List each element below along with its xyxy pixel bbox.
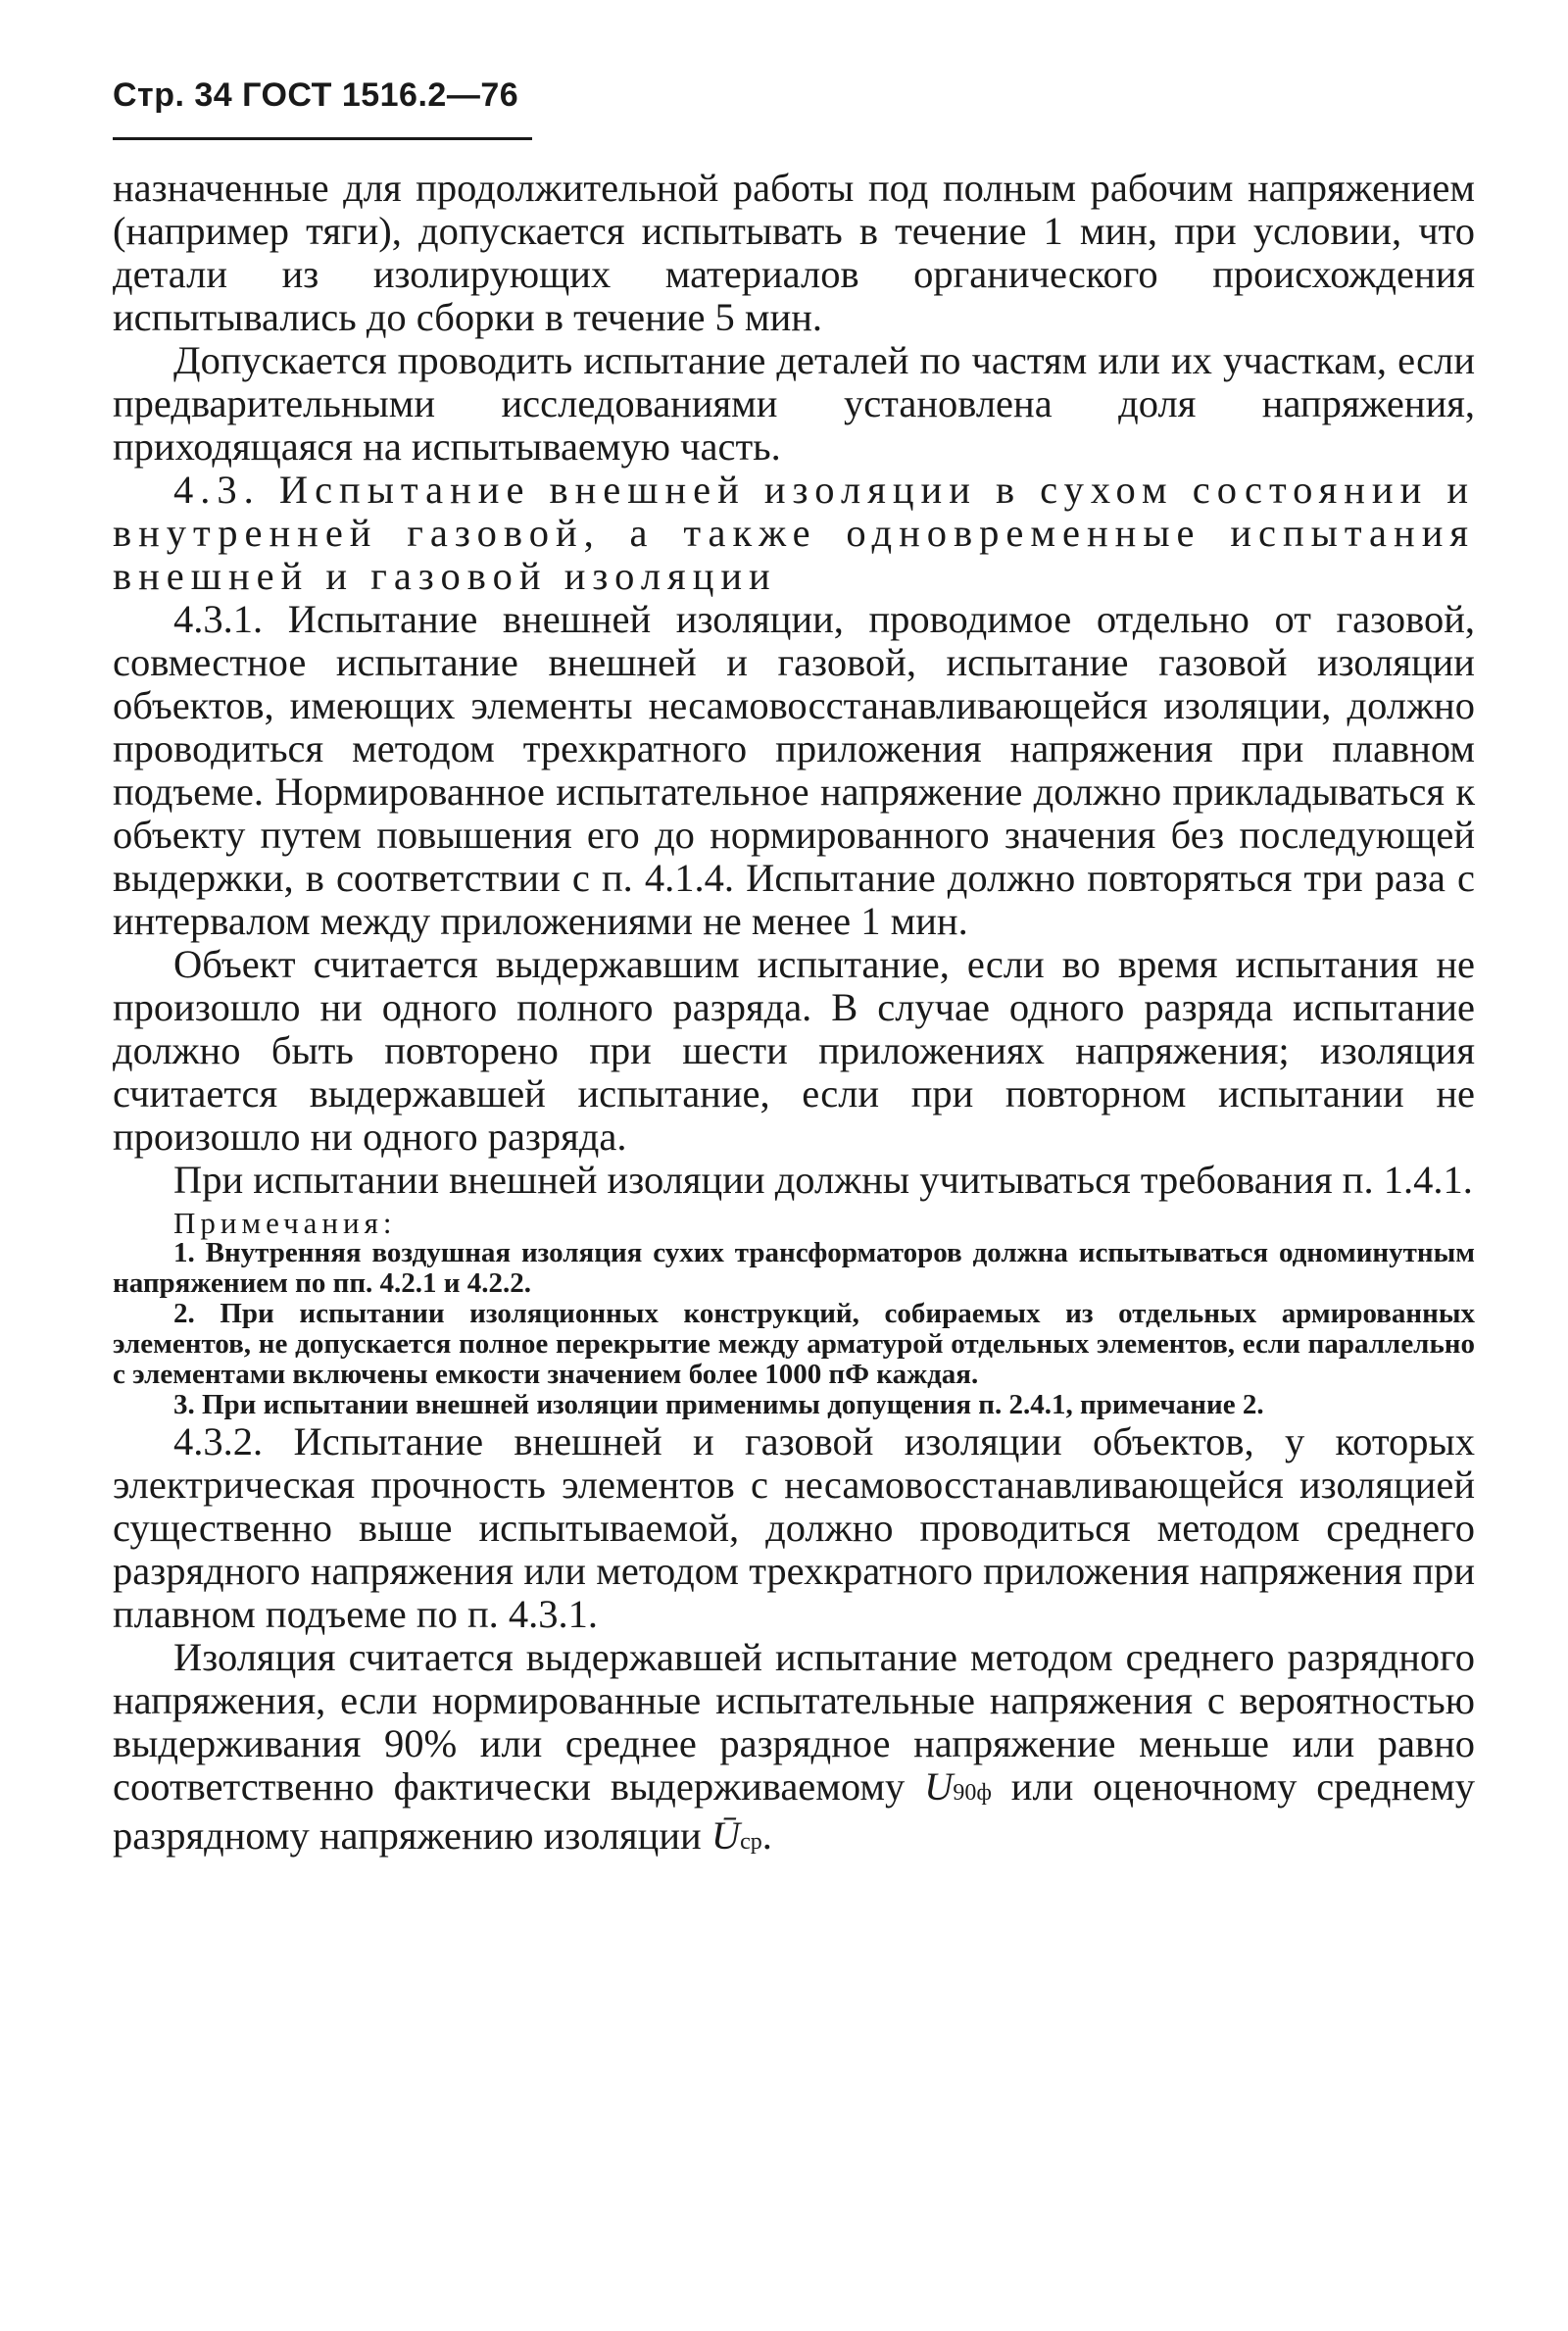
- ucp-subscript: ср: [740, 1829, 762, 1855]
- note-item: 1. Внутренняя воздушная изоляция сухих трансформаторов должна испытываться одноминутным напряжением по пп. 4.2.1 и 4.2.2.: [113, 1237, 1475, 1299]
- document-body: [113, 167, 1475, 1863]
- notes-block: [113, 1208, 1475, 1420]
- paragraph-final-text: Изоляция считается выдержавшей испытание методом среднего разрядного напряжения, если нормированные испытательные напряжения с вероятностью выдерживания 90% или среднее разрядное напряжение меньше или равно соответственно фактически выдерживаемому: [113, 1635, 1475, 1809]
- notes-title: Примечания:: [173, 1206, 397, 1240]
- paragraph-4-3-1: 4.3.1. Испытание внешней изоляции, проводимое отдельно от газовой, совместное испытание внешней и газовой, испытание газовой изоляции объектов, имеющих элементы несамовосстанавливающейся изоляции, должно проводиться методом трехкратного приложения напряжения при плавном подъеме. Нормированное испытательное напряжение должно прикладываться к объекту путем повышения его до нормированного значения без последующей выдержки, в соответствии с п. 4.1.4. Испытание должно повторяться три раза с интервалом между приложениями не менее 1 мин.: [113, 597, 1475, 943]
- header-rule: [113, 137, 532, 140]
- paragraph: Объект считается выдержавшим испытание, если во время испытания не произошло ни одного полного разряда. В случае одного разряда испытание должно быть повторено при шести приложениях напряжения; изоляция считается выдержавшей испытание, если при повторном испытании не произошло ни одного разряда.: [113, 942, 1475, 1159]
- paragraph-final: [113, 1636, 1475, 1863]
- note-item: 3. При испытании внешней изоляции применимы допущения п. 2.4.1, примечание 2.: [173, 1389, 1264, 1420]
- note-item: 2. При испытании изоляционных конструкций, собираемых из отдельных армированных элементов, не допускается полное перекрытие между арматурой отдельных элементов, если параллельно с элементами включены емкости значением более 1000 пФ каждая.: [113, 1298, 1475, 1390]
- paragraph-final-end: .: [761, 1813, 772, 1858]
- paragraph-4-3-2: 4.3.2. Испытание внешней и газовой изоляции объектов, у которых электрическая прочность элементов с несамовосстанавливающейся изоляцией существенно выше испытываемой, должно проводиться методом среднего разрядного напряжения или методом трехкратного приложения напряжения при плавном подъеме по п. 4.3.1.: [113, 1419, 1475, 1636]
- paragraph-continuation: назначенные для продолжительной работы под полным рабочим напряжением (например тяги), допускается испытывать в течение 1 мин, при условии, что детали из изолирующих материалов органического происхождения испытывались до сборки в течение 5 мин.: [113, 166, 1475, 339]
- paragraph-final-text-mid: или оценочному среднему разрядному напряжению изоляции: [113, 1764, 1475, 1858]
- paragraph: При испытании внешней изоляции должны учитываться требования п. 1.4.1.: [173, 1158, 1473, 1202]
- section-heading-4-3: 4.3. Испытание внешней изоляции в сухом состоянии и внутренней газовой, а также одновременные испытания внешней и газовой изоляции: [113, 468, 1475, 598]
- page-header: Стр. 34 ГОСТ 1516.2—76: [113, 76, 519, 114]
- u90-symbol: U: [924, 1764, 954, 1809]
- ucp-symbol: Ū: [710, 1813, 741, 1858]
- u90-subscript: 90ф: [953, 1780, 992, 1806]
- paragraph: Допускается проводить испытание деталей по частям или их участкам, если предварительными исследованиями установлена доля напряжения, приходящаяся на испытываемую часть.: [113, 338, 1475, 469]
